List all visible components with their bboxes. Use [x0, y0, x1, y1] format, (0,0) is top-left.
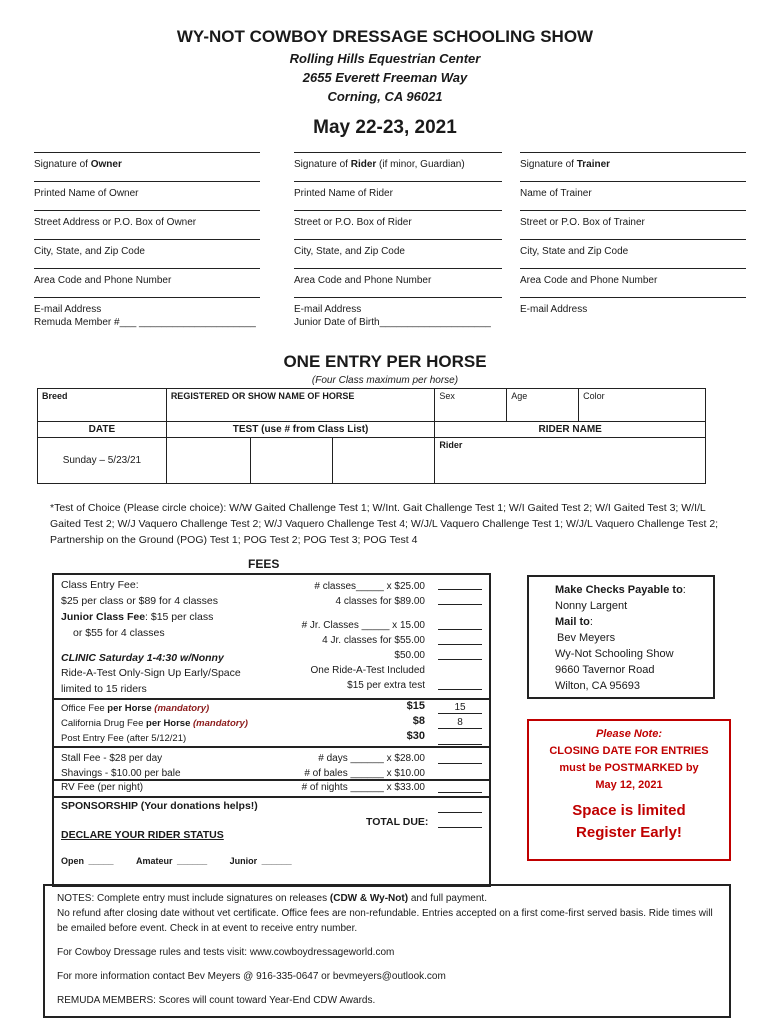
stall-amount-field[interactable] — [438, 753, 482, 764]
venue-street: 2655 Everett Freeman Way — [302, 70, 468, 85]
rv-amount-field[interactable] — [438, 782, 482, 793]
rider-status-options[interactable]: Open _____ Amateur ______ Junior ______ — [61, 856, 292, 866]
notes-line-1: NOTES: Complete entry must include signatures on releases (CDW & Wy-Not) and full payment. — [57, 893, 487, 904]
mandatory-amounts: $15 $8 $30 — [406, 700, 425, 742]
rider-city-label: City, State, and Zip Code — [294, 246, 405, 257]
jr-four-amount-field[interactable] — [438, 634, 482, 645]
trainer-phone-label: Area Code and Phone Number — [520, 275, 658, 286]
total-due-field[interactable] — [438, 817, 482, 828]
breed-cell[interactable]: Breed — [38, 389, 167, 422]
payable-details — [555, 582, 686, 694]
rider-column — [294, 152, 502, 326]
clinic-label: CLINIC Saturday 1-4:30 w/Nonny — [61, 652, 224, 664]
payable-name: Nonny Largent — [555, 600, 628, 612]
test-cell-1[interactable] — [166, 438, 250, 484]
office-fee-label: Office Fee per Horse (mandatory) — [61, 703, 210, 714]
rider-signature-label: Signature of Rider (if minor, Guardian) — [294, 159, 465, 170]
date-header: DATE — [38, 422, 167, 438]
ride-a-test-line1: Ride-A-Test Only-Sign Up Early/Space — [61, 667, 241, 679]
fees-divider-4 — [52, 796, 489, 798]
mail-to-label: Mail to: — [555, 616, 593, 628]
sex-cell[interactable]: Sex — [435, 389, 507, 422]
owner-signature-label: Signature of Owner — [34, 159, 122, 170]
show-title: WY-NOT COWBOY DRESSAGE SCHOOLING SHOW — [176, 27, 594, 46]
owner-street-label: Street Address or P.O. Box of Owner — [34, 217, 197, 228]
horse-name-cell[interactable]: REGISTERED OR SHOW NAME OF HORSE — [166, 389, 435, 422]
post-entry-label: Post Entry Fee (after 5/12/21) — [61, 733, 187, 744]
extra-test-amount-field[interactable] — [438, 679, 482, 690]
four-classes-amount-field[interactable] — [438, 594, 482, 605]
junior-dob-field[interactable]: Junior Date of Birth____________________ — [294, 317, 491, 328]
mail-to-city: Wilton, CA 95693 — [555, 680, 640, 692]
test-cell-3[interactable] — [332, 438, 435, 484]
sponsorship-label: SPONSORSHIP (Your donations helps!) — [61, 800, 258, 812]
ride-a-test-line2: limited to 15 riders — [61, 683, 147, 695]
class-entry-fee-label: Class Entry Fee: — [61, 579, 139, 591]
notes-line-2: No refund after closing date without vet certificate. Office fees are non-refundable. Entries accepted on a first come-first served basis. Ride times will be emailed before event. Check in at event to receive entry number. — [57, 908, 713, 934]
stall-fees: Stall Fee - $28 per day Shavings - $10.00 per bale — [61, 753, 181, 779]
jr-classes-amount-field[interactable] — [438, 619, 482, 630]
mail-to-org: Wy-Not Schooling Show — [555, 648, 674, 660]
show-date: May 22-23, 2021 — [313, 117, 457, 138]
declare-status-label: DECLARE YOUR RIDER STATUS — [61, 829, 224, 841]
fees-divider-3 — [52, 779, 489, 781]
entry-heading: ONE ENTRY PER HORSE — [283, 352, 487, 371]
mandatory-filled: 15 8 — [438, 700, 482, 745]
venue-name: Rolling Hills Equestrian Center — [289, 51, 481, 66]
mandatory-fees — [61, 701, 248, 746]
fees-title: FEES — [248, 557, 280, 571]
drug-fee-label: California Drug Fee per Horse (mandatory) — [61, 718, 248, 729]
trainer-email-label: E-mail Address — [520, 304, 588, 315]
venue-city: Corning, CA 96021 — [327, 89, 443, 104]
remuda-member-field[interactable]: Remuda Member #___ _____________________ — [34, 317, 256, 328]
class-calc: # classes_____ x $25.00 4 classes for $89.00 # Jr. Classes _____ x 15.00 4 Jr. classes for $55.00 $50.00 One Ride-A-Test Included $15 per extra test — [301, 581, 425, 691]
notes-rules: For Cowboy Dressage rules and tests visit: www.cowboydressageworld.com — [57, 947, 395, 958]
total-due-label: TOTAL DUE: — [366, 816, 429, 828]
color-cell[interactable]: Color — [579, 389, 706, 422]
sponsorship-amount-field[interactable] — [438, 802, 482, 813]
owner-city-label: City, State, and Zip Code — [34, 246, 145, 257]
owner-phone-label: Area Code and Phone Number — [34, 275, 172, 286]
rider-email-label: E-mail Address — [294, 304, 362, 315]
junior-class-fee: Junior Class Fee: $15 per class — [61, 611, 214, 623]
clinic-amount-field[interactable] — [438, 649, 482, 660]
rv-fee-label: RV Fee (per night) — [61, 782, 144, 793]
notes-contact: For more information contact Bev Meyers @ 916-335-0647 or bevmeyers@outlook.com — [57, 971, 446, 982]
rider-name-header: RIDER NAME — [435, 422, 706, 438]
trainer-column — [520, 152, 746, 326]
entry-table — [37, 388, 706, 484]
entry-subheading: (Four Class maximum per horse) — [311, 375, 459, 386]
test-of-choice-text: *Test of Choice (Please circle choice): W/W Gaited Challenge Test 1; W/Int. Gait Challenge Test 1; W/I Gaited Test 2; W/I Gaited Test 3; W/I/L Gaited Test 2; W/J Vaquero Challenge Test 2; W/J Vaquero Challenge Test 4; W/J/L Vaquero Challenge Test 1; W/J/L Vaquero Challenge Test 2; Partnership on the Ground (POG) Test 1; POG Test 2; POG Test 3; POG Test 4 — [50, 502, 719, 546]
age-cell[interactable]: Age — [507, 389, 579, 422]
payable-title: Make Checks Payable to: — [555, 584, 686, 596]
rider-name-cell[interactable]: Rider — [435, 438, 706, 484]
rider-street-label: Street or P.O. Box of Rider — [294, 217, 412, 228]
mail-to-street: 9660 Tavernor Road — [555, 664, 655, 676]
trainer-signature-label: Signature of Trainer — [520, 159, 611, 170]
rv-calc: # of nights ______ x $33.00 — [301, 782, 425, 793]
class-entry-price: $25 per class or $89 for 4 classes — [61, 595, 218, 607]
trainer-street-label: Street or P.O. Box of Trainer — [520, 217, 645, 228]
fees-divider-2 — [52, 746, 489, 748]
owner-column — [34, 152, 260, 326]
test-cell-2[interactable] — [250, 438, 332, 484]
owner-email-label: E-mail Address — [34, 304, 102, 315]
classes-amount-field[interactable] — [438, 579, 482, 590]
entry-date-cell: Sunday – 5/23/21 — [38, 438, 167, 484]
owner-printed-label: Printed Name of Owner — [34, 188, 139, 199]
rider-phone-label: Area Code and Phone Number — [294, 275, 432, 286]
trainer-printed-label: Name of Trainer — [520, 188, 592, 199]
junior-class-alt: or $55 for 4 classes — [73, 627, 165, 639]
trainer-city-label: City, State and Zip Code — [520, 246, 629, 257]
test-header: TEST (use # from Class List) — [166, 422, 435, 438]
rider-printed-label: Printed Name of Rider — [294, 188, 393, 199]
notes-remuda: REMUDA MEMBERS: Scores will count toward Year-End CDW Awards. — [57, 995, 376, 1006]
stall-calc: # days ______ x $28.00 # of bales ______ x $10.00 — [304, 753, 425, 779]
notes-text — [57, 891, 717, 1008]
mail-to-name: Bev Meyers — [557, 632, 616, 644]
please-note-text: Please Note: CLOSING DATE FOR ENTRIES must be POSTMARKED by May 12, 2021 Space is limited Register Early! — [549, 728, 709, 841]
